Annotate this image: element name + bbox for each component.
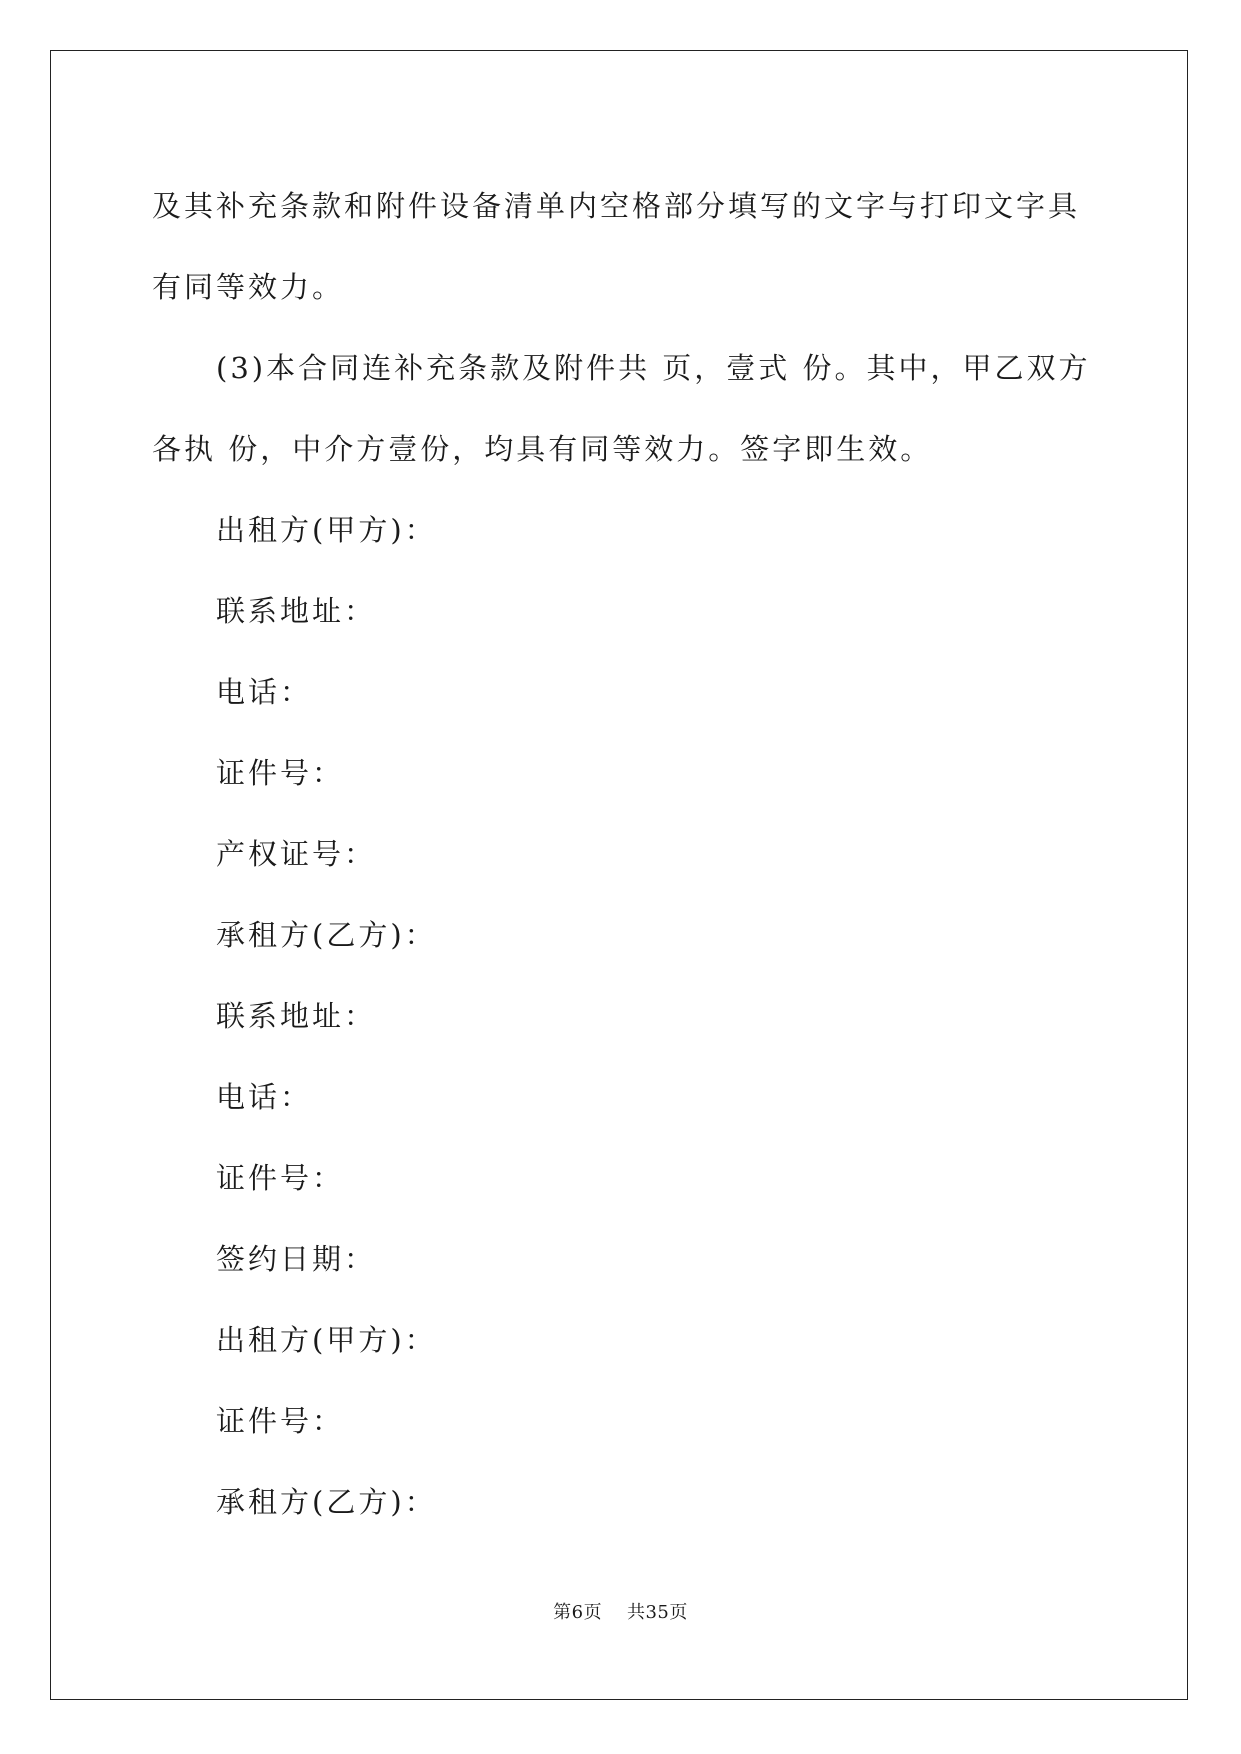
field-lessee-id-number: 证件号： — [216, 1161, 345, 1195]
field-lessor-phone: 电话： — [216, 675, 313, 709]
field-lessee-label: 承租方(乙方)： — [216, 918, 437, 952]
field-lessor-signature: 出租方(甲方)： — [216, 1323, 437, 1357]
page-footer — [0, 1598, 1241, 1624]
field-lessor-signature-id: 证件号： — [216, 1404, 345, 1438]
field-lessee-signature: 承租方(乙方)： — [216, 1485, 437, 1519]
document-body — [152, 166, 1092, 1543]
field-lessor-label: 出租方(甲方)： — [216, 513, 437, 547]
field-signing-date: 签约日期： — [216, 1242, 377, 1276]
field-lessor-address: 联系地址： — [216, 594, 377, 628]
field-lessor-id-number: 证件号： — [216, 756, 345, 790]
field-property-certificate: 产权证号： — [216, 837, 377, 871]
field-lessee-phone: 电话： — [216, 1080, 313, 1114]
field-lessee-address: 联系地址： — [216, 999, 377, 1033]
page-number: 第6页 — [553, 1602, 603, 1623]
paragraph-continuation: 及其补充条款和附件设备清单内空格部分填写的文字与打印文字具有同等效力。 — [152, 189, 1081, 304]
page-total: 共35页 — [626, 1602, 688, 1623]
paragraph-copies-clause: (3)本合同连补充条款及附件共 页，壹式 份。其中，甲乙双方各执 份，中介方壹份，均具有同等效力。签字即生效。 — [152, 351, 1091, 466]
